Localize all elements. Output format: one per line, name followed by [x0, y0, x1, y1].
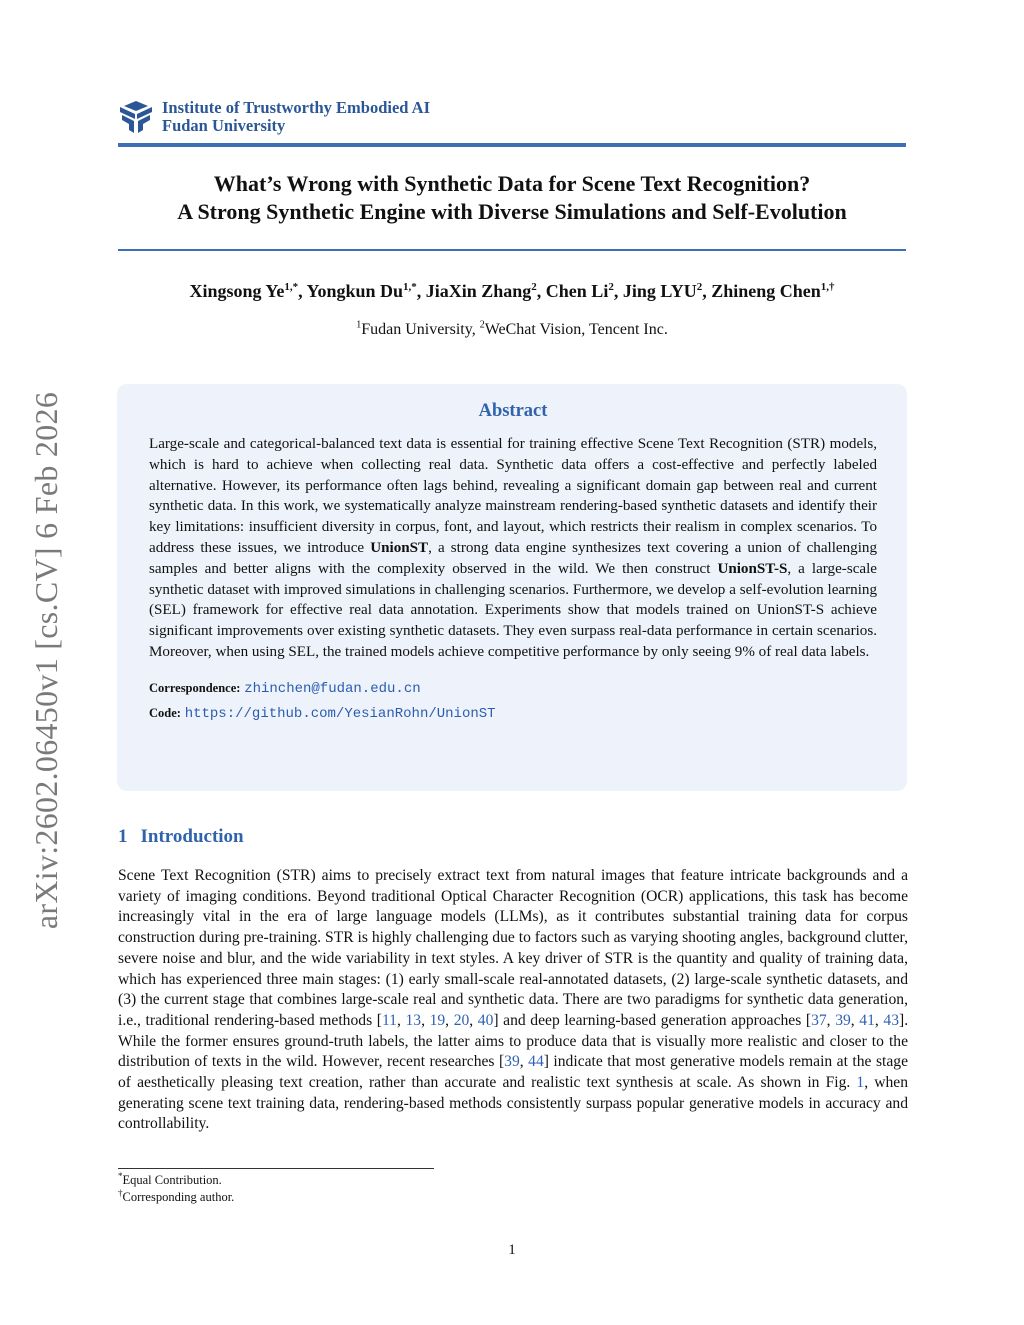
footnote-mark: † [118, 1187, 123, 1198]
author-name: Jing LYU [622, 281, 697, 301]
title-line-1: What’s Wrong with Synthetic Data for Scene Text Recognition? [213, 171, 811, 196]
code-repository-link[interactable]: https://github.com/YesianRohn/UnionST [184, 705, 496, 722]
citation-link[interactable]: 39 [504, 1053, 520, 1071]
footnote: *Equal Contribution. [118, 1170, 222, 1187]
affiliation-mark: 2 [479, 319, 485, 331]
author-name: Xingsong Ye [189, 281, 285, 301]
title-rule [118, 249, 906, 251]
code-label: Code: [149, 705, 181, 720]
citation-link[interactable]: 11 [381, 1011, 397, 1029]
author-name: Zhineng Chen [711, 281, 821, 301]
affiliation-mark: 1 [356, 319, 362, 331]
unionst-term: UnionST [370, 539, 429, 556]
affiliations: $^1$Fudan University, $^2$WeChat Vision, Tencent Inc. [356, 319, 668, 338]
institute-logo [118, 97, 430, 137]
title-line-2: A Strong Synthetic Engine with Diverse Simulations and Self-Evolution [177, 199, 847, 224]
author-affiliation-mark: 2 [531, 281, 537, 293]
section-heading [118, 826, 244, 848]
arxiv-identifier: arXiv:2602.06450v1 [cs.CV] 6 Feb 2026 [28, 391, 65, 929]
citation-link[interactable]: 41 [859, 1011, 875, 1029]
author-list: Xingsong $Ye^{1,*}$, Yongkun $Du^{1,*}$, JiaXin Zhang$^2$, Chen Li$^2$, Jing LYU$^2$, Zhineng Chen$^{1,\dagger}$ [189, 281, 835, 301]
citation-link[interactable]: 39 [835, 1011, 851, 1029]
author-name: Chen Li [545, 281, 609, 301]
footnote: †Corresponding author. [118, 1187, 235, 1204]
author-affiliation-mark: 2 [608, 281, 614, 293]
correspondence-email-link[interactable]: zhinchen@fudan.edu.cn [244, 680, 421, 697]
footnote-rule [118, 1168, 434, 1169]
abstract-box [117, 384, 907, 791]
institute-emblem-icon [118, 99, 154, 135]
institute-name: Institute of Trustworthy Embodied AI [162, 98, 431, 117]
affiliation-name: WeChat Vision, Tencent Inc. [484, 321, 668, 338]
citation-link[interactable]: 37 [811, 1011, 827, 1029]
university-name: Fudan University [162, 116, 286, 135]
section-number: 1 [118, 826, 128, 847]
author-affiliation-mark: 1,* [403, 281, 417, 293]
affiliation-name: Fudan University [361, 321, 472, 338]
footnotes [118, 1172, 234, 1206]
citation-link[interactable]: 43 [883, 1011, 899, 1029]
unionst-s-term: UnionST-S [717, 560, 788, 577]
footnote-mark: * [118, 1170, 123, 1181]
section-title: Introduction [140, 826, 244, 847]
introduction-paragraph: Scene Text Recognition (STR) aims to precisely extract text from natural images that feature intricate backgrounds and a variety of imaging conditions. Beyond traditional Optical Character Recognition (OCR) applications, this task has become increasingly vital in the era of large language models (LLMs), as it contributes substantial training data for corpus construction during pre-training. STR is highly challenging due to factors such as varying shooting angles, background clutter, severe noise and blur, and the wide variability in text styles. A key driver of STR is the quantity and quality of training data, which has experienced three main stages: (1) early small-scale real-annotated datasets, (2) large-scale synthetic datasets, and (3) the current stage that combines large-scale real and synthetic data. There are two paradigms for synthetic data generation, i.e., traditional rendering-based methods [11, 13, 19, 20, 40] and deep learning-based generation approaches [37, 39, 41, 43]. While the former ensures ground-truth labels, the latter aims to produce data that is visually more realistic and closer to the distribution of texts in the wild. However, recent researches [39, 44] indicate that most generative models remain at the stage of aesthetically pleasing text creation, rather than accurate and realistic text synthesis at scale. As shown in Fig. 1, when generating scene text training data, rendering-based methods consistently surpass popular generative models in accuracy and controllability. [118, 867, 909, 1133]
abstract-heading: Abstract [478, 401, 548, 421]
author-affiliation-mark: 1,† [820, 281, 835, 293]
header-rule [118, 143, 906, 147]
author-affiliation-mark: 2 [696, 281, 703, 293]
author-name: Yongkun Du [306, 281, 403, 301]
citation-link[interactable]: 20 [453, 1011, 470, 1029]
contact-info [149, 676, 877, 726]
citation-link[interactable]: 19 [429, 1011, 446, 1029]
author-name: JiaXin Zhang [425, 281, 532, 301]
paper-title [118, 170, 906, 226]
abstract-text: Large-scale and categorical-balanced text data is essential for training effective Scene Text Recognition (STR) models, which is hard to achieve when collecting real data. Synthetic data offers a cost-effective and perfectly labeled alternative. However, its performance often lags behind, revealing a significant domain gap between real and current synthetic data. In this work, we systematically analyze mainstream rendering-based synthetic datasets and identify their key limitations: insufficient diversity in corpus, font, and layout, which restricts their realism in complex scenarios. To address these issues, we introduce UnionST, a strong data engine synthesizes text covering a union of challenging samples and better aligns with the complexity observed in the wild. We then construct UnionST-S, a large-scale synthetic dataset with improved simulations in challenging scenarios. Furthermore, we develop a self-evolution learning (SEL) framework for effective real data annotation. Experiments show that models trained on UnionST-S achieve significant improvements over existing synthetic datasets. They even surpass real-data performance in certain scenarios. Moreover, when using SEL, the trained models achieve competitive performance by only seeing 9% of real data labels. [149, 436, 877, 660]
citation-link[interactable]: 13 [405, 1011, 422, 1029]
page-number: 1 [508, 1242, 516, 1258]
figure-reference-link[interactable]: 1 [856, 1074, 865, 1092]
citation-link[interactable]: 44 [528, 1053, 544, 1071]
citation-link[interactable]: 40 [477, 1011, 494, 1029]
correspondence-label: Correspondence: [149, 680, 241, 695]
author-affiliation-mark: 1,* [284, 281, 299, 293]
